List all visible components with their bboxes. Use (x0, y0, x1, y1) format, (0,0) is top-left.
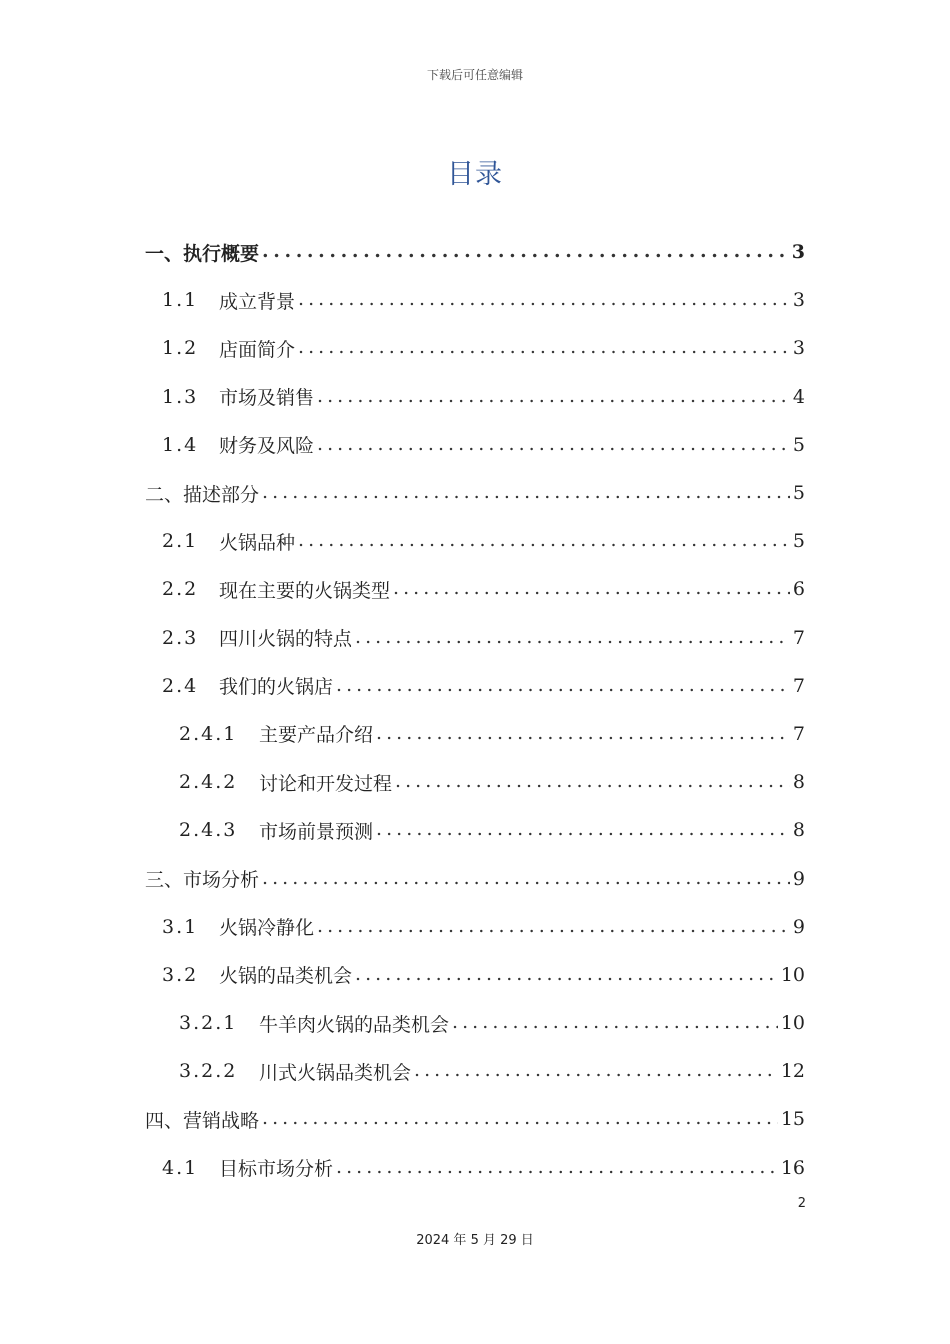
toc-dot-leader (298, 529, 790, 551)
toc-entry-number: 1.1 (162, 289, 199, 312)
toc-entry[interactable] (145, 903, 805, 951)
toc-entry-page: 6 (792, 578, 805, 601)
toc-dot-leader (262, 867, 790, 889)
toc-entry-label: 牛羊肉火锅的品类机会 (259, 1013, 450, 1036)
toc-entry-label: 火锅的品类机会 (219, 965, 353, 988)
footer-date: 2024 年 5 月 29 日 (416, 1233, 534, 1248)
toc-entry-label: 财务及风险 (219, 435, 315, 458)
toc-entry-page: 9 (792, 915, 805, 938)
toc-entry-label: 四川火锅的特点 (219, 628, 353, 651)
toc-entry[interactable] (145, 1144, 805, 1192)
toc-entry-number: 2.4.1 (179, 722, 238, 745)
toc-entry-number: 2.4.3 (179, 819, 238, 842)
header-note: 下载后可任意编辑 (426, 68, 523, 82)
toc-entry-number: 3.2.2 (179, 1060, 238, 1083)
table-of-contents (145, 228, 805, 1192)
toc-entry-label: 四、营销战略 (145, 1109, 260, 1132)
toc-entry-page: 3 (791, 241, 805, 264)
toc-entry-label: 成立背景 (219, 290, 296, 313)
toc-title: 目录 (447, 159, 503, 190)
toc-entry-label: 主要产品介绍 (259, 724, 374, 747)
toc-dot-leader (317, 433, 790, 455)
toc-entry-number: 3.2 (162, 963, 199, 986)
toc-entry[interactable] (145, 1095, 805, 1143)
page-number: 2 (797, 1196, 806, 1211)
toc-entry[interactable] (145, 228, 805, 276)
toc-dot-leader (376, 818, 790, 840)
toc-entry-page: 8 (792, 771, 805, 794)
toc-entry-label: 讨论和开发过程 (259, 772, 393, 795)
toc-entry[interactable] (145, 373, 805, 421)
toc-entry-label: 一、执行概要 (145, 242, 260, 265)
toc-entry-page: 7 (792, 626, 805, 649)
toc-entry[interactable] (145, 1047, 805, 1095)
toc-entry-number: 3.2.1 (179, 1012, 238, 1035)
toc-entry-number: 2.4.2 (179, 771, 238, 794)
toc-entry-number: 4.1 (162, 1156, 199, 1179)
toc-entry-label: 川式火锅品类机会 (259, 1061, 412, 1084)
toc-entry[interactable] (145, 951, 805, 999)
toc-dot-leader (452, 1011, 778, 1033)
toc-entry-page: 7 (792, 674, 805, 697)
toc-dot-leader (336, 1156, 778, 1178)
toc-entry-number: 2.2 (162, 578, 199, 601)
toc-entry-page: 8 (792, 819, 805, 842)
toc-entry-page: 3 (792, 337, 805, 360)
toc-entry-page: 9 (792, 867, 805, 890)
toc-entry-page: 16 (780, 1156, 805, 1179)
toc-entry-label: 我们的火锅店 (219, 676, 334, 699)
toc-entry[interactable] (145, 276, 805, 324)
toc-entry[interactable] (145, 565, 805, 613)
toc-entry-page: 5 (792, 482, 805, 505)
toc-entry-number: 2.1 (162, 530, 199, 553)
toc-entry-label: 市场及销售 (219, 387, 315, 410)
toc-dot-leader (317, 915, 790, 937)
toc-entry[interactable] (145, 517, 805, 565)
toc-entry-label: 火锅冷静化 (219, 917, 315, 940)
toc-entry-label: 目标市场分析 (219, 1158, 334, 1181)
toc-entry[interactable] (145, 999, 805, 1047)
toc-dot-leader (355, 963, 778, 985)
toc-entry-number: 1.3 (162, 385, 199, 408)
toc-entry-label: 店面简介 (219, 338, 296, 361)
toc-entry[interactable] (145, 324, 805, 372)
toc-entry-label: 市场前景预测 (259, 820, 374, 843)
toc-dot-leader (298, 288, 790, 310)
toc-entry[interactable] (145, 614, 805, 662)
toc-entry-page: 5 (792, 433, 805, 456)
toc-entry-page: 15 (780, 1108, 805, 1131)
toc-entry[interactable] (145, 806, 805, 854)
toc-entry[interactable] (145, 854, 805, 902)
toc-entry-number: 2.4 (162, 674, 199, 697)
toc-dot-leader (298, 336, 790, 358)
toc-dot-leader (336, 674, 790, 696)
toc-entry[interactable] (145, 758, 805, 806)
toc-entry-label: 火锅品种 (219, 531, 296, 554)
toc-entry[interactable] (145, 469, 805, 517)
toc-dot-leader (262, 1107, 778, 1129)
toc-dot-leader (376, 722, 790, 744)
toc-entry-number: 1.4 (162, 433, 199, 456)
toc-entry-page: 10 (780, 963, 805, 986)
toc-dot-leader (395, 770, 790, 792)
toc-entry-label: 二、描述部分 (145, 483, 260, 506)
toc-dot-leader (393, 577, 790, 599)
toc-entry[interactable] (145, 710, 805, 758)
toc-entry-number: 1.2 (162, 337, 199, 360)
toc-entry[interactable] (145, 421, 805, 469)
toc-entry-page: 5 (792, 530, 805, 553)
toc-entry-number: 2.3 (162, 626, 199, 649)
toc-entry-label: 现在主要的火锅类型 (219, 579, 391, 602)
toc-entry-page: 12 (780, 1060, 805, 1083)
toc-entry-label: 三、市场分析 (145, 869, 260, 892)
toc-entry-number: 3.1 (162, 915, 199, 938)
toc-entry-page: 10 (780, 1012, 805, 1035)
toc-dot-leader (414, 1059, 778, 1081)
toc-entry[interactable] (145, 662, 805, 710)
toc-dot-leader (355, 626, 790, 648)
toc-dot-leader (262, 240, 789, 262)
toc-entry-page: 4 (792, 385, 805, 408)
toc-entry-page: 7 (792, 722, 805, 745)
toc-entry-page: 3 (792, 289, 805, 312)
toc-dot-leader (317, 385, 790, 407)
toc-dot-leader (262, 481, 790, 503)
